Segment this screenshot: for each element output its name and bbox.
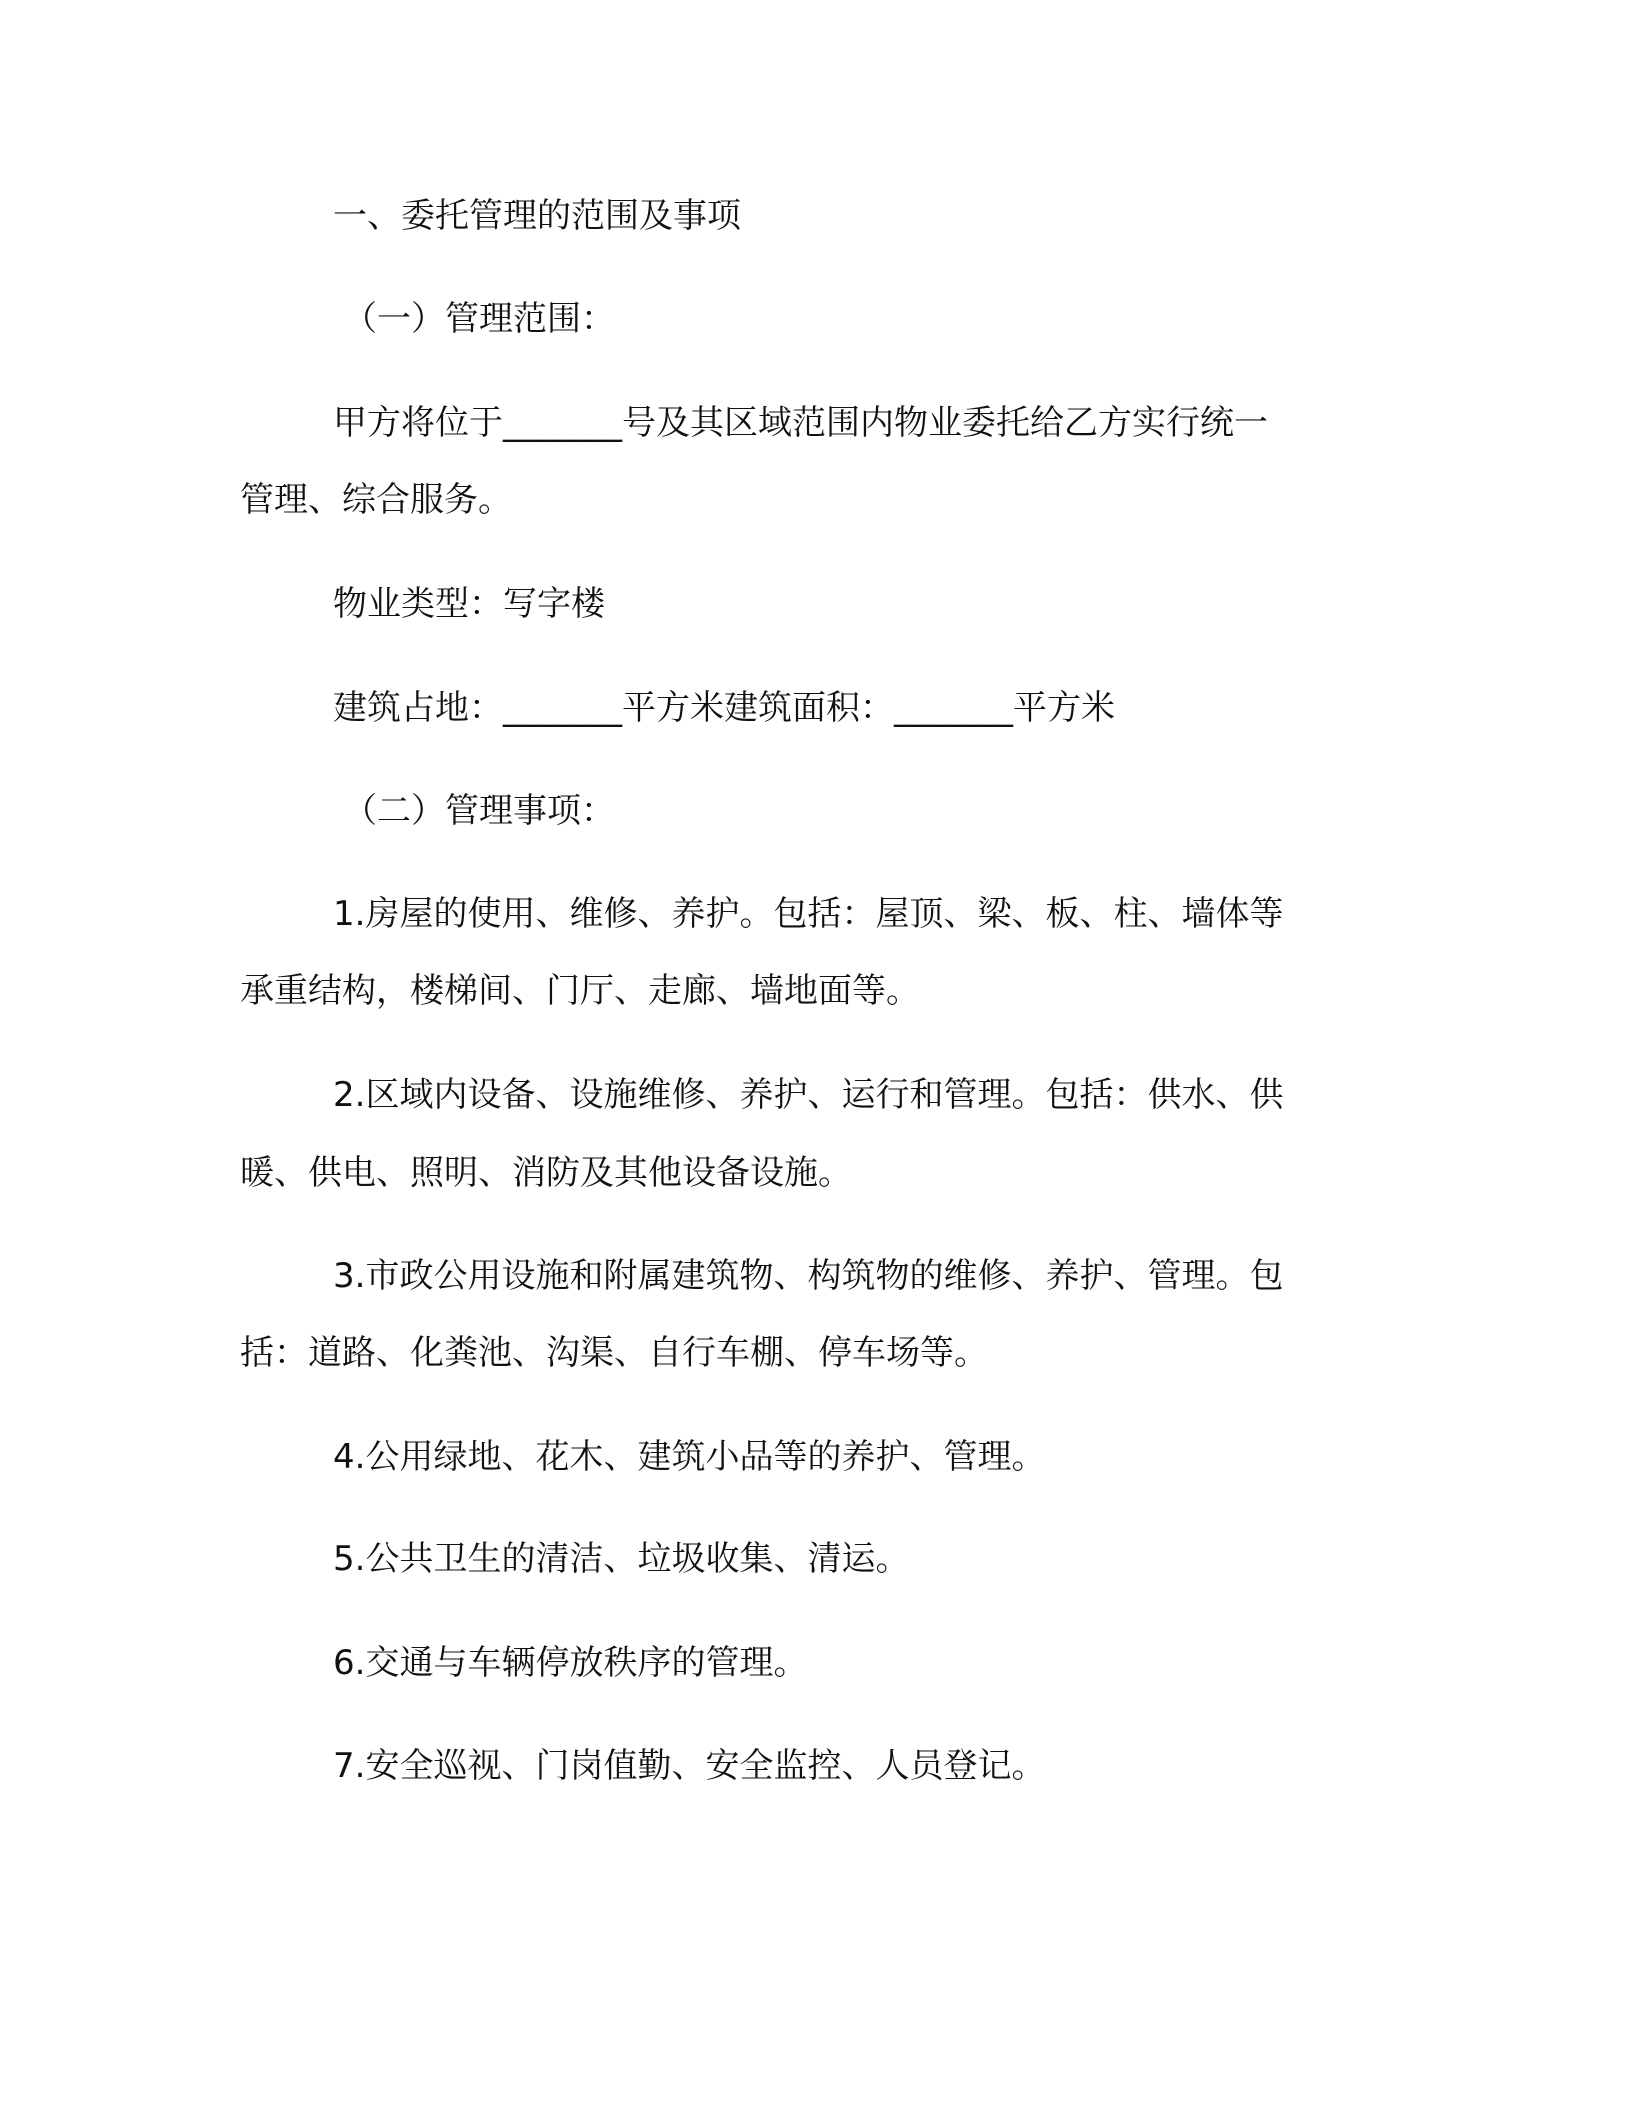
subheading-items: （二）管理事项： [343,791,615,831]
property-type: 物业类型：写字楼 [333,584,605,624]
item-5: 5.公共卫生的清洁、垃圾收集、清运。 [333,1539,910,1579]
item-4: 4.公用绿地、花木、建筑小品等的养护、管理。 [333,1437,1046,1477]
section-heading: 一、委托管理的范围及事项 [333,196,741,236]
item-1-line-1: 1.房屋的使用、维修、养护。包括：屋顶、梁、板、柱、墙体等 [333,894,1284,934]
area-line: 建筑占地：_______平方米建筑面积：_______平方米 [333,688,1115,728]
item-6: 6.交通与车辆停放秩序的管理。 [333,1643,808,1683]
item-2-line-1: 2.区域内设备、设施维修、养护、运行和管理。包括：供水、供 [333,1075,1284,1115]
item-2-line-2: 暖、供电、照明、消防及其他设备设施。 [240,1153,852,1193]
item-3-line-2: 括：道路、化粪池、沟渠、自行车棚、停车场等。 [240,1333,988,1373]
item-3-line-1: 3.市政公用设施和附属建筑物、构筑物的维修、养护、管理。包 [333,1256,1284,1296]
item-7: 7.安全巡视、门岗值勤、安全监控、人员登记。 [333,1746,1046,1786]
item-1-line-2: 承重结构，楼梯间、门厅、走廊、墙地面等。 [240,971,920,1011]
paragraph-scope-line-1: 甲方将位于_______号及其区域范围内物业委托给乙方实行统一 [333,403,1268,443]
paragraph-scope-line-2: 管理、综合服务。 [240,480,512,520]
subheading-scope: （一）管理范围： [343,299,615,339]
